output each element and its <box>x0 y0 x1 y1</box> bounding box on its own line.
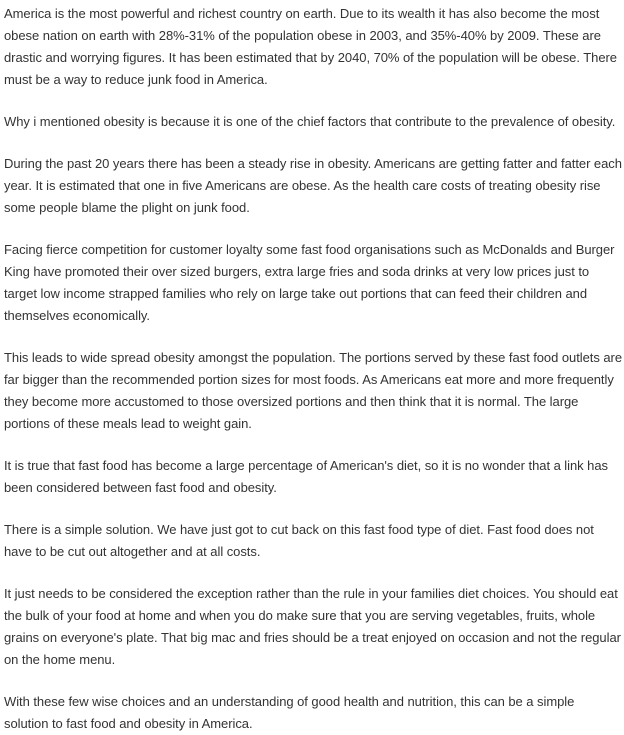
paragraph-4: Facing fierce competition for customer loyalty some fast food organisations such as McDonalds and Burger King have promoted their over sized burgers, extra large fries and soda drinks at very low prices just to target low income strapped families who rely on large take out portions that can feed their children and themselves economically. <box>4 242 615 323</box>
paragraph-6: It is true that fast food has become a large percentage of American's diet, so it is no wonder that a link has been considered between fast food and obesity. <box>4 458 608 495</box>
paragraph-3: During the past 20 years there has been a steady rise in obesity. Americans are getting fatter and fatter each year. It is estimated that one in five Americans are obese. As the health care costs of treating obesity rise some people blame the plight on junk food. <box>4 156 622 215</box>
paragraph-8: It just needs to be considered the exception rather than the rule in your families diet choices. You should eat the bulk of your food at home and when you do make sure that you are serving vegetables, fruits, whole grains on everyone's plate. That big mac and fries should be a treat enjoyed on occasion and not the regular on the home menu. <box>4 586 621 667</box>
paragraph-9: With these few wise choices and an understanding of good health and nutrition, this can be a simple solution to fast food and obesity in America. <box>4 694 575 731</box>
paragraph-2: Why i mentioned obesity is because it is one of the chief factors that contribute to the prevalence of obesity. <box>4 114 616 129</box>
paragraph-5: This leads to wide spread obesity amongst the population. The portions served by these fast food outlets are far bigger than the recommended portion sizes for most foods. As Americans eat more and more frequently they become more accustomed to those oversized portions and then think that it is normal. The large portions of these meals lead to weight gain. <box>4 350 623 431</box>
paragraph-7: There is a simple solution. We have just got to cut back on this fast food type of diet. Fast food does not have to be cut out altogether and at all costs. <box>4 522 594 559</box>
paragraph-1: America is the most powerful and richest country on earth. Due to its wealth it has also become the most obese nation on earth with 28%-31% of the population obese in 2003, and 35%-40% by 2009. These are drastic and worrying figures. It has been estimated that by 2040, 70% of the population will be obese. There must be a way to reduce junk food in America. <box>4 6 617 87</box>
